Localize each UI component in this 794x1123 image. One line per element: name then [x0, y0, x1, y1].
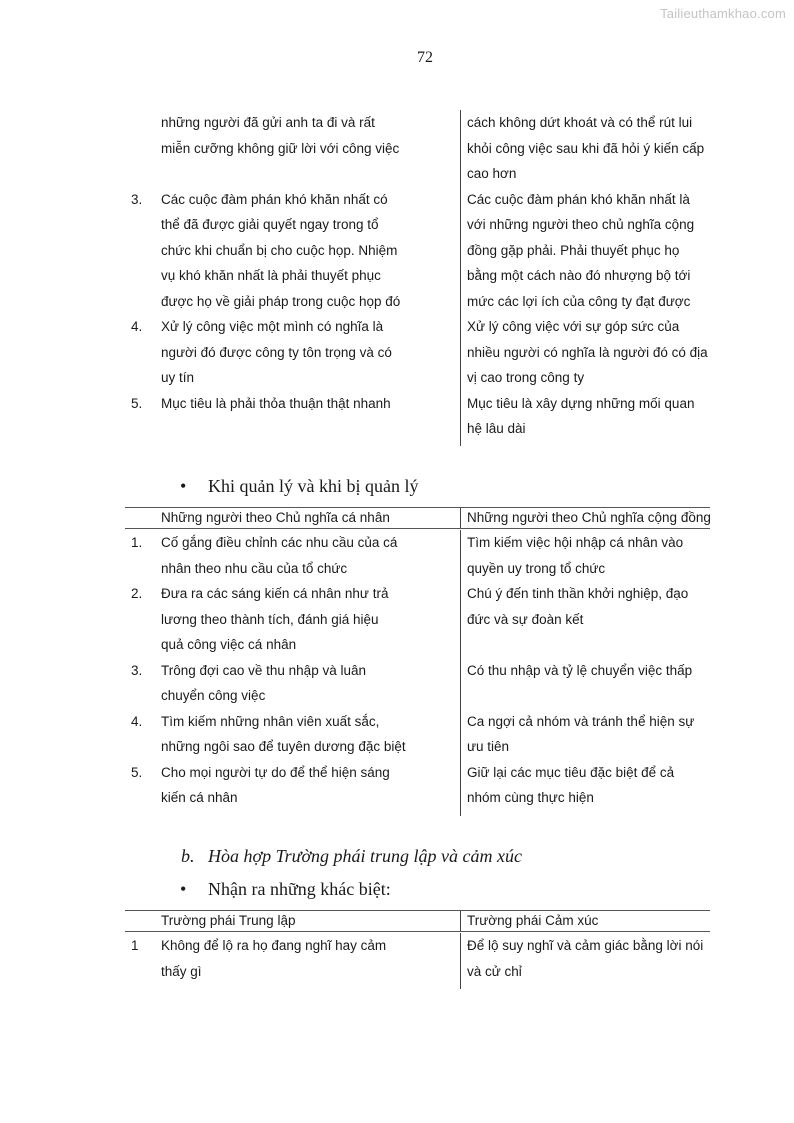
cell-line: đức và sự đoàn kết: [467, 611, 584, 627]
cell-line: những ngôi sao để tuyên dương đặc biệt: [161, 739, 406, 754]
right-cell: [460, 709, 738, 760]
table-header: [125, 910, 710, 932]
table-row: [125, 187, 710, 315]
subheading-label: b.: [181, 846, 195, 866]
cell-line: cao hơn: [467, 166, 517, 181]
cell-line: Đưa ra các sáng kiến cá nhân như trả: [161, 586, 389, 601]
cell-line: Xử lý công việc với sự góp sức của: [467, 319, 680, 334]
cell-line: Cố gắng điều chỉnh các nhu cầu của cá: [161, 535, 398, 550]
table-header: [125, 507, 710, 529]
table-continued: [125, 110, 710, 446]
cell-line: khỏi công việc sau khi đã hỏi ý kiến cấp: [467, 140, 705, 156]
left-cell: [153, 110, 460, 187]
cell-line: lương theo thành tích, đánh giá hiệu: [161, 611, 379, 627]
right-cell: [460, 110, 738, 187]
left-cell: [153, 933, 460, 989]
right-cell: [460, 187, 738, 315]
left-cell: [153, 391, 460, 446]
cell-line: Không để lộ ra họ đang nghĩ hay cảm: [161, 938, 387, 953]
cell-line: người đó được công ty tôn trọng và có: [161, 344, 392, 360]
column-header: Những người theo Chủ nghĩa cá nhân: [161, 510, 390, 525]
cell-line: đồng gặp phải. Phải thuyết phục họ: [467, 242, 680, 258]
table-row: [125, 658, 710, 709]
left-cell: [153, 581, 460, 658]
cell-line: quyền uy trong tổ chức: [467, 560, 606, 576]
header-number-cell: [125, 911, 153, 931]
table-row: [125, 314, 710, 391]
cell-line: nhóm cùng thực hiện: [467, 790, 594, 805]
right-cell: [460, 933, 738, 989]
bullet-text: Khi quản lý và khi bị quản lý: [208, 476, 419, 496]
table-row: [125, 391, 710, 446]
table-row: [125, 932, 710, 989]
cell-line: Xử lý công việc một mình có nghĩa là: [161, 319, 384, 334]
cell-line: Các cuộc đàm phán khó khăn nhất là: [467, 191, 690, 207]
table-row: [125, 581, 710, 658]
right-cell: [460, 530, 738, 581]
cell-line: thể đã được giải quyết ngay trong tổ: [161, 217, 379, 232]
cell-line: Cho mọi người tự do để thể hiện sáng: [161, 764, 390, 780]
cell-line: Có thu nhập và tỷ lệ chuyển việc thấp: [467, 662, 693, 678]
left-cell: [153, 658, 460, 709]
cell-line: Trông đợi cao về thu nhập và luân: [161, 662, 366, 678]
cell-line: cách không dứt khoát và có thể rút lui: [467, 115, 693, 130]
cell-line: Chú ý đến tinh thần khởi nghiệp, đạo: [467, 586, 689, 601]
table-row: [125, 110, 710, 187]
left-cell: [153, 530, 460, 581]
right-cell: [460, 658, 738, 709]
column-header: Những người theo Chủ nghĩa cộng đồng: [460, 508, 738, 528]
left-cell: [153, 314, 460, 391]
left-cell: [153, 760, 460, 816]
left-cell: [153, 709, 460, 760]
section-subheading: [181, 846, 522, 867]
cell-line: Để lộ suy nghĩ và cảm giác bằng lời nói: [467, 938, 704, 953]
cell-line: thấy gì: [161, 963, 202, 979]
cell-line: vụ khó khăn nhất là phải thuyết phục: [161, 268, 381, 283]
cell-line: Ca ngợi cả nhóm và tránh thể hiện sự: [467, 713, 695, 729]
cell-line: mức các lợi ích của công ty đạt được: [467, 293, 691, 309]
cell-line: nhân theo nhu cầu của tổ chức: [161, 560, 348, 576]
row-number: 1.: [131, 535, 143, 550]
row-number: 3.: [131, 662, 143, 678]
subheading-text: Hòa hợp Trường phái trung lập và cảm xúc: [208, 846, 523, 866]
cell-line: với những người theo chủ nghĩa cộng: [467, 217, 695, 232]
right-cell: [460, 760, 738, 816]
column-header: Trường phái Trung lập: [161, 913, 296, 928]
header-number-cell: [125, 508, 153, 528]
bullet-icon: •: [180, 879, 187, 899]
cell-line: miễn cưỡng không giữ lời với công việc: [161, 140, 400, 156]
bullet-heading: [180, 476, 418, 497]
bullet-icon: •: [180, 476, 187, 496]
bullet-heading: [180, 879, 391, 900]
cell-line: Mục tiêu là xây dựng những mối quan: [467, 395, 695, 411]
cell-line: những người đã gửi anh ta đi và rất: [161, 115, 375, 130]
cell-line: bằng một cách nào đó nhượng bộ tới: [467, 268, 691, 283]
cell-line: ưu tiên: [467, 739, 510, 754]
row-number: [125, 110, 153, 187]
row-number: 4.: [131, 319, 143, 334]
cell-line: Tìm kiếm những nhân viên xuất sắc,: [161, 713, 380, 729]
page-number: 72: [417, 49, 433, 66]
cell-line: vị cao trong công ty: [467, 370, 585, 385]
table-management: [125, 507, 710, 816]
cell-line: chức khi chuẩn bị cho cuộc họp. Nhiệm: [161, 242, 398, 258]
cell-line: kiến cá nhân: [161, 790, 238, 805]
right-cell: [460, 581, 738, 658]
cell-line: và cử chỉ: [467, 963, 522, 979]
watermark: Tailieuthamkhao.com: [660, 6, 786, 21]
cell-line: được họ về giải pháp trong cuộc họp đó: [161, 293, 401, 309]
left-cell: [153, 187, 460, 315]
cell-line: Mục tiêu là phải thỏa thuận thật nhanh: [161, 395, 391, 411]
row-number: 5.: [131, 764, 143, 780]
cell-line: Các cuộc đàm phán khó khăn nhất có: [161, 191, 388, 207]
row-number: 5.: [131, 395, 143, 411]
table-neutral-emotional: [125, 910, 710, 989]
table-row: [125, 760, 710, 816]
bullet-text: Nhận ra những khác biệt:: [208, 879, 391, 899]
row-number: 4.: [131, 713, 143, 729]
column-header: Trường phái Cảm xúc: [460, 911, 738, 931]
table-row: [125, 529, 710, 581]
cell-line: Tìm kiếm việc hội nhập cá nhân vào: [467, 535, 684, 550]
row-number: 1: [131, 938, 139, 953]
cell-line: chuyển công việc: [161, 688, 266, 703]
cell-line: uy tín: [161, 370, 195, 385]
cell-line: quả công việc cá nhân: [161, 637, 297, 652]
row-number: 3.: [131, 191, 143, 207]
right-cell: [460, 314, 738, 391]
table-row: [125, 709, 710, 760]
cell-line: hệ lâu dài: [467, 421, 526, 436]
row-number: 2.: [131, 586, 143, 601]
cell-line: nhiều người có nghĩa là người đó có địa: [467, 344, 708, 360]
cell-line: Giữ lại các mục tiêu đặc biệt để cả: [467, 764, 675, 780]
right-cell: [460, 391, 738, 446]
